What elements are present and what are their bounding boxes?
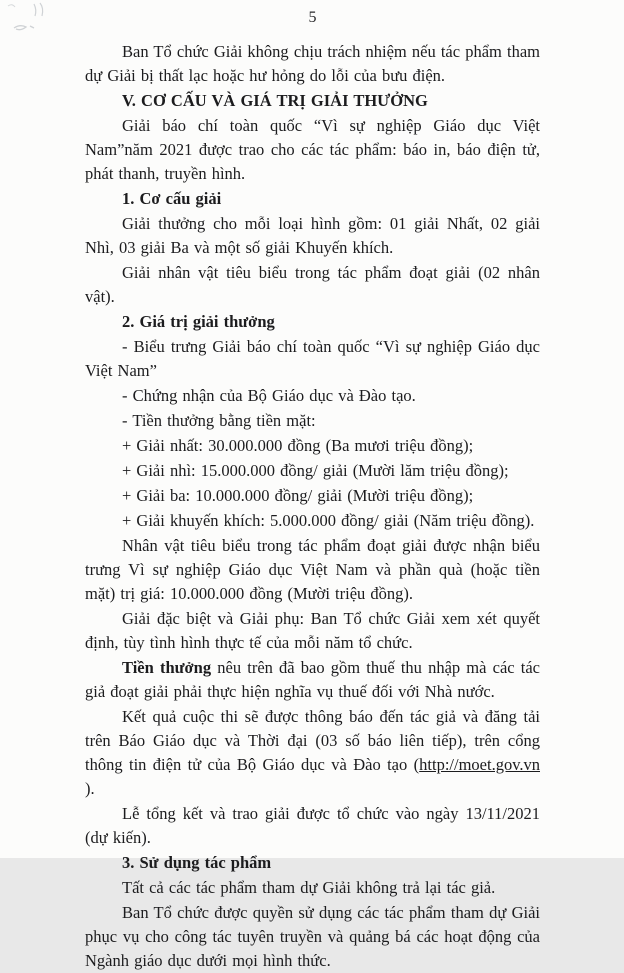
moet-website-url: http://moet.gov.vn [419,755,540,774]
list-item-third-prize: + Giải ba: 10.000.000 đồng/ giải (Mười triệu đồng); [122,486,474,505]
paragraph-ceremony-date: Lễ tổng kết và trao giải được tổ chức vào ngày 13/11/2021 (dự kiến). [85,804,540,847]
results-text-after-link: ). [85,779,95,798]
list-item-emblem: - Biểu trưng Giải báo chí toàn quốc “Vì sự nghiệp Giáo dục Việt Nam” [85,337,540,380]
bold-lead-tien-thuong: Tiền thưởng [122,658,212,677]
page-number: 5 [308,9,317,26]
paragraph-results-announcement [85,705,540,801]
section-heading-v-prize-structure-value: V. CƠ CẤU VÀ GIÁ TRỊ GIẢI THƯỞNG [122,91,428,110]
list-item-second-prize: + Giải nhì: 15.000.000 đồng/ giải (Mười lăm triệu đồng); [122,461,509,480]
paragraph-prize-categories: Giải báo chí toàn quốc “Vì sự nghiệp Giáo dục Việt Nam”năm 2021 được trao cho các tác phẩm: báo in, báo điện tử, phát thanh, truyền hình. [85,116,540,183]
paragraph-prize-counts: Giải thưởng cho mỗi loại hình gồm: 01 giải Nhất, 02 giải Nhì, 03 giải Ba và một số giải Khuyến khích. [85,214,540,257]
list-item-consolation-prize: + Giải khuyến khích: 5.000.000 đồng/ giải (Năm triệu đồng). [122,511,535,530]
paragraph-no-return: Tất cả các tác phẩm tham dự Giải không trả lại tác giả. [122,878,496,897]
document-body [85,40,540,973]
subsection-heading-2-prize-value: 2. Giá trị giải thưởng [122,312,275,331]
subsection-heading-1-prize-structure: 1. Cơ cấu giải [122,189,222,208]
paragraph-tax-note [85,656,540,704]
tax-note-text: nêu trên đã bao gồm thuế thu nhập mà các tác giả đoạt giải phải thực hiện nghĩa vụ thuế đối với Nhà nước. [85,658,540,701]
results-text-before-link: Kết quả cuộc thi sẽ được thông báo đến tác giả và đăng tải trên Báo Giáo dục và Thời đại (03 số báo liên tiếp), trên cổng thông tin điện tử của Bộ Giáo dục và Đào tạo ( [85,707,540,774]
paragraph-notable-characters: Giải nhân vật tiêu biểu trong tác phẩm đoạt giải (02 nhân vật). [85,263,540,306]
subsection-heading-3-use-of-works: 3. Sử dụng tác phẩm [122,853,272,872]
paragraph-mail-disclaimer: Ban Tổ chức Giải không chịu trách nhiệm nếu tác phẩm tham dự Giải bị thất lạc hoặc hư hỏng do lỗi của bưu điện. [85,42,540,85]
list-item-cash-reward: - Tiền thưởng bằng tiền mặt: [122,411,316,430]
list-item-certificate: - Chứng nhận của Bộ Giáo dục và Đào tạo. [122,386,416,405]
paragraph-character-reward: Nhân vật tiêu biểu trong tác phẩm đoạt giải được nhận biểu trưng Vì sự nghiệp Giáo dục Việt Nam và phần quà (hoặc tiền mặt) trị giá: 10.000.000 đồng (Mười triệu đồng). [85,536,540,603]
list-item-first-prize: + Giải nhất: 30.000.000 đồng (Ba mươi triệu đồng); [122,436,474,455]
paragraph-usage-rights: Ban Tổ chức được quyền sử dụng các tác phẩm tham dự Giải phục vụ cho công tác tuyên truyền và quảng bá các hoạt động của Ngành giáo dục dưới mọi hình thức. [85,903,540,970]
paragraph-special-prizes: Giải đặc biệt và Giải phụ: Ban Tổ chức Giải xem xét quyết định, tùy tình hình thực tế của mỗi năm tổ chức. [85,609,540,652]
